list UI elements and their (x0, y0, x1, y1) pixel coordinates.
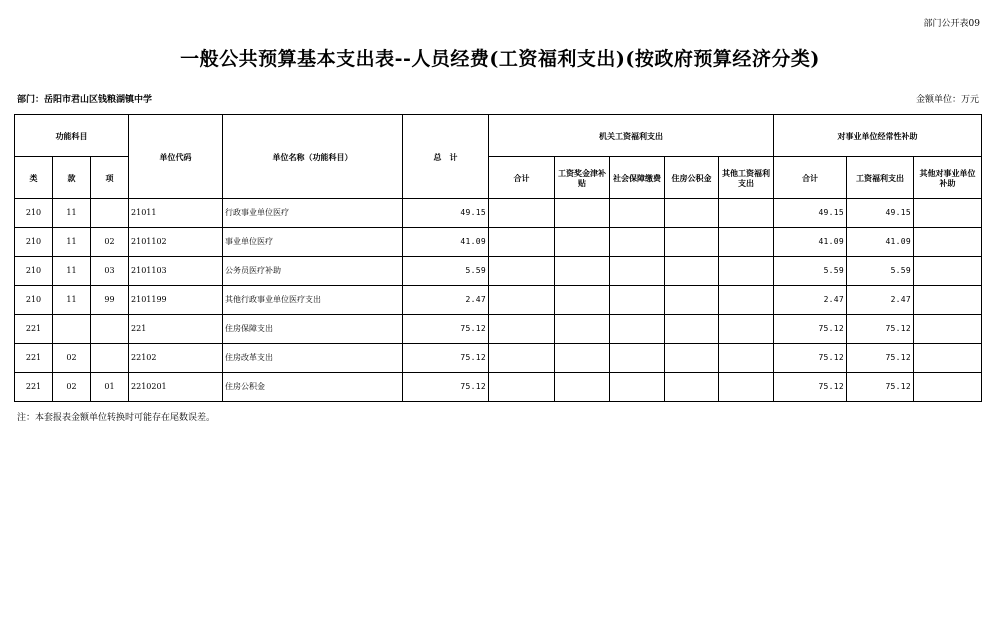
cell-agency-other (719, 199, 774, 228)
cell-public-total: 75.12 (774, 315, 847, 344)
cell-xiang: 01 (91, 373, 129, 402)
header-total: 总 计 (403, 115, 489, 199)
cell-agency-social (610, 228, 665, 257)
footnote: 注：本套报表金额单位转换时可能存在尾数误差。 (17, 413, 216, 423)
cell-total: 75.12 (403, 373, 489, 402)
cell-code: 221 (129, 315, 223, 344)
cell-agency-other (719, 315, 774, 344)
header-unit-name: 单位名称（功能科目） (223, 115, 403, 199)
header-agency-group: 机关工资福利支出 (489, 115, 774, 157)
cell-name: 事业单位医疗 (223, 228, 403, 257)
cell-kuan: 11 (53, 257, 91, 286)
cell-public-wage: 5.59 (847, 257, 914, 286)
cell-total: 75.12 (403, 344, 489, 373)
cell-agency-total (489, 257, 555, 286)
cell-agency-total (489, 315, 555, 344)
cell-total: 49.15 (403, 199, 489, 228)
table-row (15, 257, 982, 286)
cell-name: 住房公积金 (223, 373, 403, 402)
page-title: 一般公共预算基本支出表--人员经费(工资福利支出)(按政府预算经济分类) (180, 48, 820, 70)
cell-agency-wage (555, 257, 610, 286)
header-agency-total: 合计 (489, 157, 555, 199)
cell-public-other (914, 373, 982, 402)
cell-lei: 210 (15, 228, 53, 257)
cell-kuan: 11 (53, 199, 91, 228)
cell-lei: 210 (15, 286, 53, 315)
department-label: 部门：岳阳市君山区钱粮湖镇中学 (17, 95, 153, 105)
cell-public-other (914, 344, 982, 373)
cell-agency-social (610, 257, 665, 286)
cell-total: 5.59 (403, 257, 489, 286)
cell-public-other (914, 257, 982, 286)
cell-agency-housing (665, 344, 719, 373)
cell-lei: 221 (15, 373, 53, 402)
cell-agency-housing (665, 373, 719, 402)
table-row (15, 373, 982, 402)
cell-public-total: 5.59 (774, 257, 847, 286)
cell-agency-wage (555, 199, 610, 228)
cell-code: 2101102 (129, 228, 223, 257)
cell-agency-other (719, 286, 774, 315)
cell-xiang (91, 315, 129, 344)
header-public-wage: 工资福利支出 (847, 157, 914, 199)
header-agency-social: 社会保障缴费 (610, 157, 665, 199)
cell-agency-wage (555, 373, 610, 402)
cell-name: 住房保障支出 (223, 315, 403, 344)
header-agency-housing: 住房公积金 (665, 157, 719, 199)
cell-agency-housing (665, 228, 719, 257)
cell-agency-housing (665, 286, 719, 315)
cell-kuan (53, 315, 91, 344)
header-xiang: 项 (91, 157, 129, 199)
table-row (15, 228, 982, 257)
header-public-group: 对事业单位经常性补助 (774, 115, 982, 157)
cell-public-other (914, 228, 982, 257)
header-agency-other: 其他工资福利支出 (719, 157, 774, 199)
cell-agency-social (610, 344, 665, 373)
cell-agency-other (719, 228, 774, 257)
cell-lei: 210 (15, 257, 53, 286)
cell-agency-social (610, 373, 665, 402)
cell-agency-social (610, 286, 665, 315)
cell-agency-wage (555, 286, 610, 315)
cell-public-wage: 2.47 (847, 286, 914, 315)
cell-name: 其他行政事业单位医疗支出 (223, 286, 403, 315)
cell-agency-total (489, 199, 555, 228)
cell-kuan: 11 (53, 286, 91, 315)
form-code: 部门公开表09 (923, 19, 980, 29)
cell-public-total: 41.09 (774, 228, 847, 257)
cell-public-other (914, 286, 982, 315)
cell-agency-other (719, 257, 774, 286)
cell-name: 公务员医疗补助 (223, 257, 403, 286)
cell-agency-wage (555, 228, 610, 257)
cell-xiang: 03 (91, 257, 129, 286)
cell-lei: 221 (15, 344, 53, 373)
cell-agency-other (719, 344, 774, 373)
cell-code: 2101199 (129, 286, 223, 315)
cell-xiang (91, 344, 129, 373)
cell-code: 2210201 (129, 373, 223, 402)
cell-agency-wage (555, 344, 610, 373)
cell-xiang: 99 (91, 286, 129, 315)
cell-agency-total (489, 373, 555, 402)
cell-public-other (914, 199, 982, 228)
cell-agency-social (610, 315, 665, 344)
header-unit-code: 单位代码 (129, 115, 223, 199)
cell-code: 21011 (129, 199, 223, 228)
header-agency-wage: 工资奖金津补贴 (555, 157, 610, 199)
cell-name: 行政事业单位医疗 (223, 199, 403, 228)
cell-code: 2101103 (129, 257, 223, 286)
cell-public-wage: 75.12 (847, 373, 914, 402)
header-lei: 类 (15, 157, 53, 199)
cell-xiang: 02 (91, 228, 129, 257)
cell-agency-social (610, 199, 665, 228)
cell-public-total: 75.12 (774, 344, 847, 373)
header-kuan: 款 (53, 157, 91, 199)
cell-code: 22102 (129, 344, 223, 373)
table-row (15, 286, 982, 315)
cell-public-total: 2.47 (774, 286, 847, 315)
header-public-other: 其他对事业单位补助 (914, 157, 982, 199)
cell-public-total: 49.15 (774, 199, 847, 228)
cell-kuan: 02 (53, 373, 91, 402)
cell-agency-total (489, 344, 555, 373)
cell-public-total: 75.12 (774, 373, 847, 402)
cell-public-wage: 41.09 (847, 228, 914, 257)
cell-public-wage: 75.12 (847, 344, 914, 373)
cell-agency-housing (665, 199, 719, 228)
table-row (15, 344, 982, 373)
header-public-total: 合计 (774, 157, 847, 199)
header-func-subject: 功能科目 (15, 115, 129, 157)
cell-agency-housing (665, 315, 719, 344)
cell-agency-wage (555, 315, 610, 344)
amount-unit-label: 金额单位：万元 (915, 95, 979, 105)
cell-agency-housing (665, 257, 719, 286)
cell-xiang (91, 199, 129, 228)
cell-agency-other (719, 373, 774, 402)
table-row (15, 315, 982, 344)
table-row (15, 199, 982, 228)
budget-table (14, 114, 982, 402)
cell-lei: 210 (15, 199, 53, 228)
cell-public-other (914, 315, 982, 344)
cell-total: 75.12 (403, 315, 489, 344)
cell-agency-total (489, 228, 555, 257)
cell-total: 2.47 (403, 286, 489, 315)
cell-name: 住房改革支出 (223, 344, 403, 373)
cell-lei: 221 (15, 315, 53, 344)
cell-kuan: 02 (53, 344, 91, 373)
cell-public-wage: 49.15 (847, 199, 914, 228)
cell-kuan: 11 (53, 228, 91, 257)
cell-total: 41.09 (403, 228, 489, 257)
cell-public-wage: 75.12 (847, 315, 914, 344)
cell-agency-total (489, 286, 555, 315)
